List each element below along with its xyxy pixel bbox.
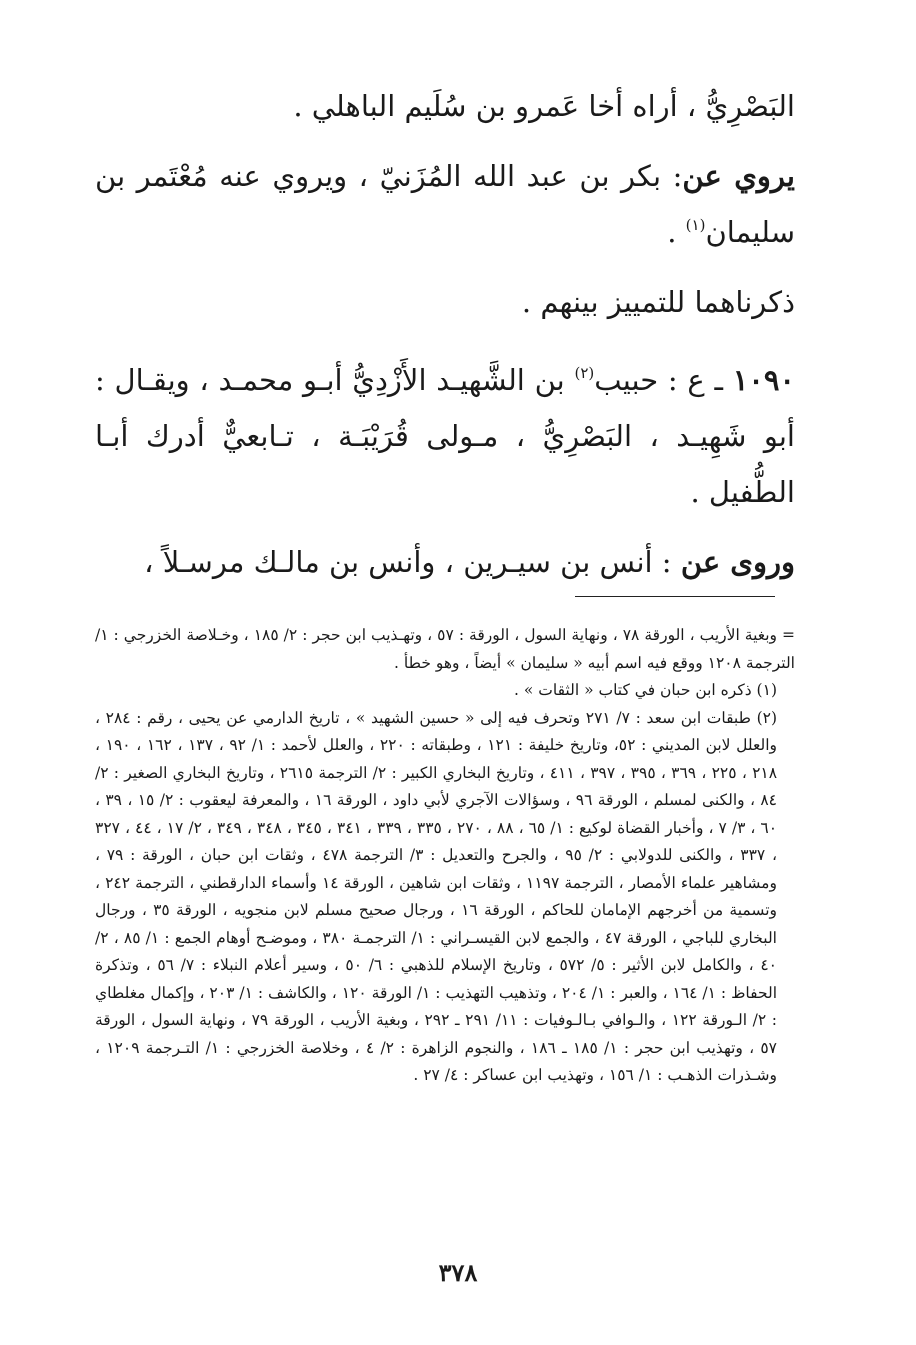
footnote-1: (١) ذكره ابن حبان في كتاب « الثقات » . — [514, 681, 777, 699]
entry-body-text: بن الشَّهيـد الأَزْدِيُّ أبـو محمـد ، ويقـال : أبو شَهِيـد ، البَصْرِيُّ ، مـولى قُرَيْبَـة ، تـابعيٌّ أدرك أبـا الطُّفيل . — [95, 363, 795, 509]
page-number: ٣٧٨ — [438, 1258, 478, 1287]
narrates-from-label: يروي عن — [682, 159, 795, 193]
narrates-from-text: : بكر بن عبد الله المُزَنيّ ، ويروي عنه مُعْتَمر بن سليمان — [95, 159, 795, 249]
footnotes — [95, 622, 795, 1090]
entry-prev-narrates — [95, 148, 795, 260]
narrated-from-text: : أنس بن سيـرين ، وأنس بن مالـك مرسـلاً ، — [144, 545, 681, 579]
entry-prev-note: ذكرناهما للتمييز بينهم . — [521, 285, 795, 319]
footnote-ref-1[interactable]: (١) — [685, 216, 706, 234]
main-text — [95, 78, 795, 590]
footnote-continuation: = وبغية الأريب ، الورقة ٧٨ ، ونهاية السول ، الورقة : ٥٧ ، وتهـذيب ابن حجر : ٢/ ١٨٥ ، وخـلاصة الخزرجي : ١/ الترجمة ١٢٠٨ ووقع فيه اسم أبيه « سليمان » أيضاً ، وهو خطأ . — [95, 626, 796, 672]
entry-header-text: ـ ع : حبيب — [594, 363, 733, 397]
entry-number: ١٠٩٠ — [732, 363, 795, 397]
narrates-from-end: . — [667, 215, 686, 249]
narrated-from-label: وروى عن — [680, 545, 795, 579]
entry-1090-header — [95, 352, 795, 520]
footnote-ref-2[interactable]: (٢) — [574, 364, 595, 382]
footnote-divider — [575, 596, 775, 597]
entry-prev-line: البَصْرِيُّ ، أراه أخا عَمرو بن سُلَيم الباهلي . — [293, 89, 795, 123]
entry-1090-narrated — [95, 534, 795, 590]
footnote-2: (٢) طبقات ابن سعد : ٧/ ٢٧١ وتحرف فيه إلى « حسين الشهيد » ، تاريخ الدارمي عن يحيى ، رقم : ٢٨٤ ، والعلل لابن المديني : ٥٢، وتاريخ خليفة : ١٢١ ، وطبقاته : ٢٢٠ ، والعلل لأحمد : ١/ ٩٢ ، ١٣٧ ، ١٦٢ ، ١٩٠ ، ٢١٨ ، ٢٢٥ ، ٣٦٩ ، ٣٩٥ ، ٣٩٧ ، ٤١١ ، وتاريخ البخاري الكبير : ٢/ الترجمة ٢٦١٥ ، وتاريخ البخاري الصغير : ٢/ ٨٤ ، والكنى لمسلم ، الورقة ٩٦ ، وسؤالات الآجري لأبي داود ، الورقة ١٦ ، والمعرفة ليعقوب : ٢/ ١٥ ، ٣٩ ، ٦٠ ، ٣/ ٧ ، وأخبار القضاة لوكيع : ١/ ٦٥ ، ٨٨ ، ٢٧٠ ، ٣٣٥ ، ٣٣٩ ، ٣٤١ ، ٣٤٥ ، ٣٤٨ ، ٣٤٩ ، ٢/ ١٧ ، ٤٤ ، ٣٢٧ ، ٣٣٧ ، والكنى للدولابي : ٢/ ٩٥ ، والجرح والتعديل : ٣/ الترجمة ٤٧٨ ، وثقات ابن حبان ، الورقة : ٧٩ ، ومشاهير علماء الأمصار ، الترجمة ١١٩٧ ، وثقات ابن شاهين ، الورقة ١٤ وأسماء الدارقطني ، الترجمة ٢٤٢ ، وتسمية من أخرجهم الإمامان للحاكم ، الورقة ١٦ ، ورجال صحيح مسلم لابن منجويه ، الورقة ٣٥ ، ورجال البخاري للباجي ، الورقة ٤٧ ، والجمع لابن القيسـراني : ١/ الترجمـة ٣٨٠ ، وموضـح أوهام الجمع : ١/ ٨٥ ، ٢/ ٤٠ ، والكامل لابن الأثير : ٥/ ٥٧٢ ، وتاريخ الإسلام للذهبي : ٦/ ٥٠ ، وسير أعلام النبلاء : ٧/ ٥٦ ، وتذكرة الحفاظ : ١/ ١٦٤ ، والعبر : ١/ ٢٠٤ ، وتذهيب التهذيب : ١/ الورقة ١٢٠ ، والكاشف : ١/ ٢٠٣ ، وإكمال مغلطاي : ٢/ الـورقة ١٢٢ ، والـوافي بـالـوفيات : ١١/ ٢٩١ ـ ٢٩٢ ، وبغية الأريب ، الورقة ٧٩ ، ونهاية السول ، الورقة ٥٧ ، وتهذيب ابن حجر : ١/ ١٨٥ ـ ١٨٦ ، والنجوم الزاهرة : ٢/ ٤ ، وخلاصة الخزرجي : ١/ التـرجمة ١٢٠٩ ، وشـذرات الذهـب : ١/ ١٥٦ ، وتهذيب ابن عساكر : ٤/ ٢٧ . — [95, 708, 778, 1084]
